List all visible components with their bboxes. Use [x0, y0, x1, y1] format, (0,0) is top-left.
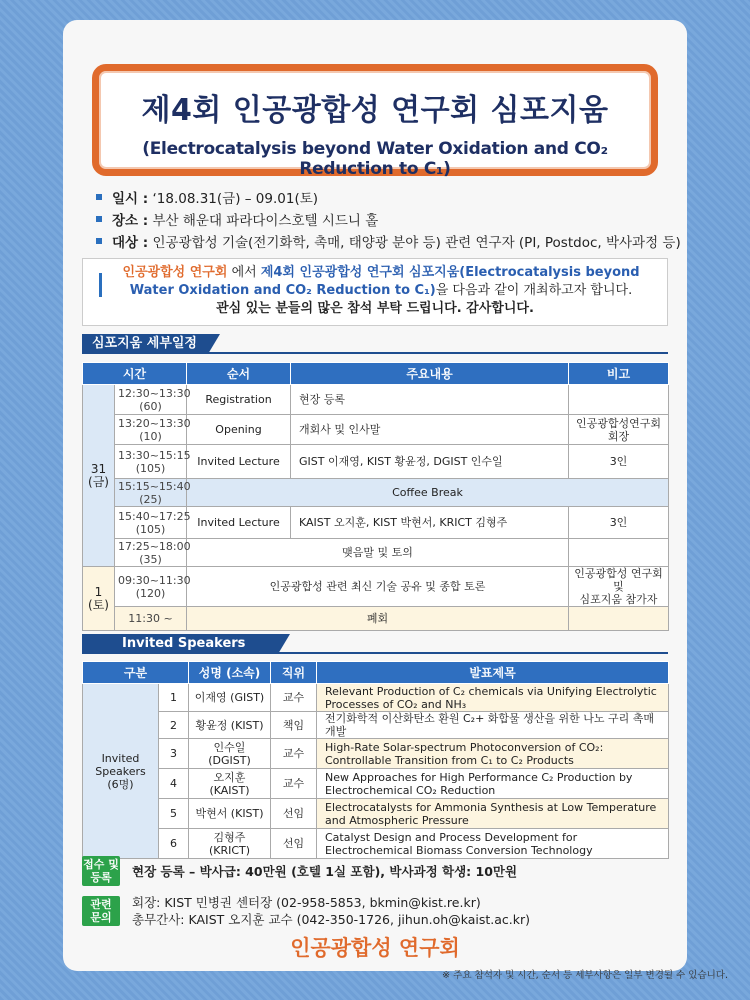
event-info [96, 186, 696, 252]
notice-part2: 을 다음과 같이 개최하고자 합니다. [435, 283, 633, 298]
time-cell: 13:20~13:30 (10) [115, 415, 187, 445]
info-value: 부산 해운대 파라다이스호텔 시드니 홀 [152, 213, 379, 229]
table-row [83, 539, 669, 567]
notice-text [83, 264, 667, 300]
col-note: 비고 [569, 363, 669, 385]
content-cell: 개회사 및 인사말 [291, 415, 569, 445]
col-content: 주요내용 [291, 363, 569, 385]
info-label: 장소 : [112, 213, 149, 229]
talk-title-cell: New Approaches for High Performance C₂ Production by Electrochemical CO₂ Reduction [317, 769, 669, 799]
table-row [83, 415, 669, 445]
order-cell: Opening [187, 415, 291, 445]
table-row [83, 799, 669, 829]
time-cell: 12:30~13:30 (60) [115, 385, 187, 415]
time-cell: 15:40~17:25 (105) [115, 507, 187, 539]
time-cell: 15:15~15:40 (25) [115, 479, 187, 507]
info-date [96, 186, 696, 208]
day-cell: 31 (금) [83, 385, 115, 567]
no-cell: 2 [159, 712, 189, 739]
registration-text: 현장 등록 – 박사급: 40만원 (호텔 1실 포함), 박사과정 학생: 10만원 [132, 863, 518, 879]
note-cell: 3인 [569, 445, 669, 479]
schedule-section-title: 심포지움 세부일정 [82, 334, 208, 354]
note-cell: 인공광합성 연구회 및 심포지움 참가자 [569, 567, 669, 607]
content-cell: GIST 이재영, KIST 황윤정, DGIST 인수일 [291, 445, 569, 479]
col-talk-title: 발표제목 [317, 662, 669, 684]
position-cell: 교수 [271, 684, 317, 712]
name-cell: 오지훈 (KAIST) [189, 769, 271, 799]
speakers-table [82, 661, 669, 859]
info-label: 일시 : [112, 191, 149, 207]
order-cell: Invited Lecture [187, 507, 291, 539]
notice-box [82, 258, 668, 326]
day-cell: 1 (토) [83, 567, 115, 631]
no-cell: 6 [159, 829, 189, 859]
no-cell: 1 [159, 684, 189, 712]
col-name: 성명 (소속) [189, 662, 271, 684]
table-row [83, 769, 669, 799]
name-cell: 이재영 (GIST) [189, 684, 271, 712]
table-row [83, 739, 669, 769]
time-cell: 17:25~18:00 (35) [115, 539, 187, 567]
no-cell: 4 [159, 769, 189, 799]
notice-org: 인공광합성 연구회 [122, 265, 228, 280]
notice-bar [99, 273, 102, 297]
content-cell: 현장 등록 [291, 385, 569, 415]
notice-line3: 관심 있는 분들의 많은 참석 부탁 드립니다. 감사합니다. [216, 301, 534, 316]
position-cell: 선임 [271, 799, 317, 829]
table-row [83, 712, 669, 739]
bullet-icon [96, 194, 102, 200]
schedule-table [82, 362, 669, 631]
footer-org: 인공광합성 연구회 [290, 936, 460, 960]
footnote: ※ 주요 참석자 및 시간, 순서 등 세부사항은 일부 변경될 수 있습니다. [442, 970, 728, 981]
position-cell: 교수 [271, 739, 317, 769]
notice-event: 제4회 인공광합성 연구회 심포지움(Electrocatalysis beyond Water Oxidation and CO₂ Reduction to C₁) [129, 265, 640, 298]
bullet-icon [96, 216, 102, 222]
table-row [83, 507, 669, 539]
speakers-section-title: Invited Speakers [82, 634, 278, 654]
contact-line1: 회장: KIST 민병권 센터장 (02-958-5853, bkmin@kist.re.kr) [132, 895, 481, 910]
table-row [83, 684, 669, 712]
title-box [92, 64, 658, 179]
schedule-header-row [83, 363, 669, 385]
info-value: 인공광합성 기술(전기화학, 촉매, 태양광 분야 등) 관련 연구자 (PI, Postdoc, 박사과정 등) [152, 235, 681, 251]
order-cell: Invited Lecture [187, 445, 291, 479]
content-cell: KAIST 오지훈, KIST 박현서, KRICT 김형주 [291, 507, 569, 539]
position-cell: 선임 [271, 829, 317, 859]
notice-part1: 에서 [227, 265, 261, 280]
merged-cell: 폐회 [187, 607, 569, 631]
time-cell: 09:30~11:30 (120) [115, 567, 187, 607]
no-cell: 3 [159, 739, 189, 769]
talk-title-cell: Catalyst Design and Process Development for Electrochemical Biomass Conversion Technology [317, 829, 669, 859]
col-group: 구분 [83, 662, 189, 684]
position-cell: 책임 [271, 712, 317, 739]
name-cell: 인수일 (DGIST) [189, 739, 271, 769]
talk-title-cell: Electrocatalysts for Ammonia Synthesis at Low Temperature and Atmospheric Pressure [317, 799, 669, 829]
note-cell [569, 385, 669, 415]
bullet-icon [96, 238, 102, 244]
talk-title-cell: Relevant Production of C₂ chemicals via Unifying Electrolytic Processes of CO₂ and NH₃ [317, 684, 669, 712]
table-row [83, 567, 669, 607]
info-place [96, 208, 696, 230]
position-cell: 교수 [271, 769, 317, 799]
contact-tag: 관련 문의 [82, 896, 120, 926]
time-cell: 11:30 ~ [115, 607, 187, 631]
no-cell: 5 [159, 799, 189, 829]
table-row [83, 445, 669, 479]
page-title: 제4회 인공광합성 연구회 심포지움 [141, 93, 609, 128]
talk-title-cell: High-Rate Solar-spectrum Photoconversion of CO₂: Controllable Transition from C₁ to C₂ Products [317, 739, 669, 769]
name-cell: 황윤정 (KIST) [189, 712, 271, 739]
note-cell: 3인 [569, 507, 669, 539]
talk-title-cell: 전기화학적 이산화탄소 환원 C₂+ 화합물 생산을 위한 나노 구리 촉매 개발 [317, 712, 669, 739]
contact-row [82, 894, 682, 928]
info-target [96, 230, 696, 252]
order-cell: Registration [187, 385, 291, 415]
page-subtitle: (Electrocatalysis beyond Water Oxidation and CO₂ Reduction to C₁) [142, 139, 608, 179]
time-cell: 13:30~15:15 (105) [115, 445, 187, 479]
table-row [83, 385, 669, 415]
merged-cell: 인공광합성 관련 최신 기술 공유 및 종합 토론 [187, 567, 569, 607]
note-cell: 인공광합성연구회 회장 [569, 415, 669, 445]
col-time: 시간 [83, 363, 187, 385]
name-cell: 박현서 (KIST) [189, 799, 271, 829]
col-position: 직위 [271, 662, 317, 684]
contact-line2: 총무간사: KAIST 오지훈 교수 (042-350-1726, jihun.oh@kaist.ac.kr) [132, 912, 530, 927]
speakers-header-row [83, 662, 669, 684]
col-order: 순서 [187, 363, 291, 385]
info-value: ‘18.08.31(금) – 09.01(토) [152, 191, 319, 207]
contact-text [132, 894, 530, 928]
registration-row [82, 856, 682, 886]
group-cell: Invited Speakers (6명) [83, 684, 159, 859]
info-label: 대상 : [112, 235, 149, 251]
name-cell: 김형주 (KRICT) [189, 829, 271, 859]
table-row [83, 607, 669, 631]
table-row [83, 479, 669, 507]
note-cell [569, 539, 669, 567]
merged-cell: Coffee Break [187, 479, 669, 507]
registration-section [82, 856, 682, 936]
merged-cell: 맺음말 및 토의 [187, 539, 569, 567]
note-cell [569, 607, 669, 631]
table-row [83, 829, 669, 859]
registration-tag: 접수 및 등록 [83, 858, 119, 884]
